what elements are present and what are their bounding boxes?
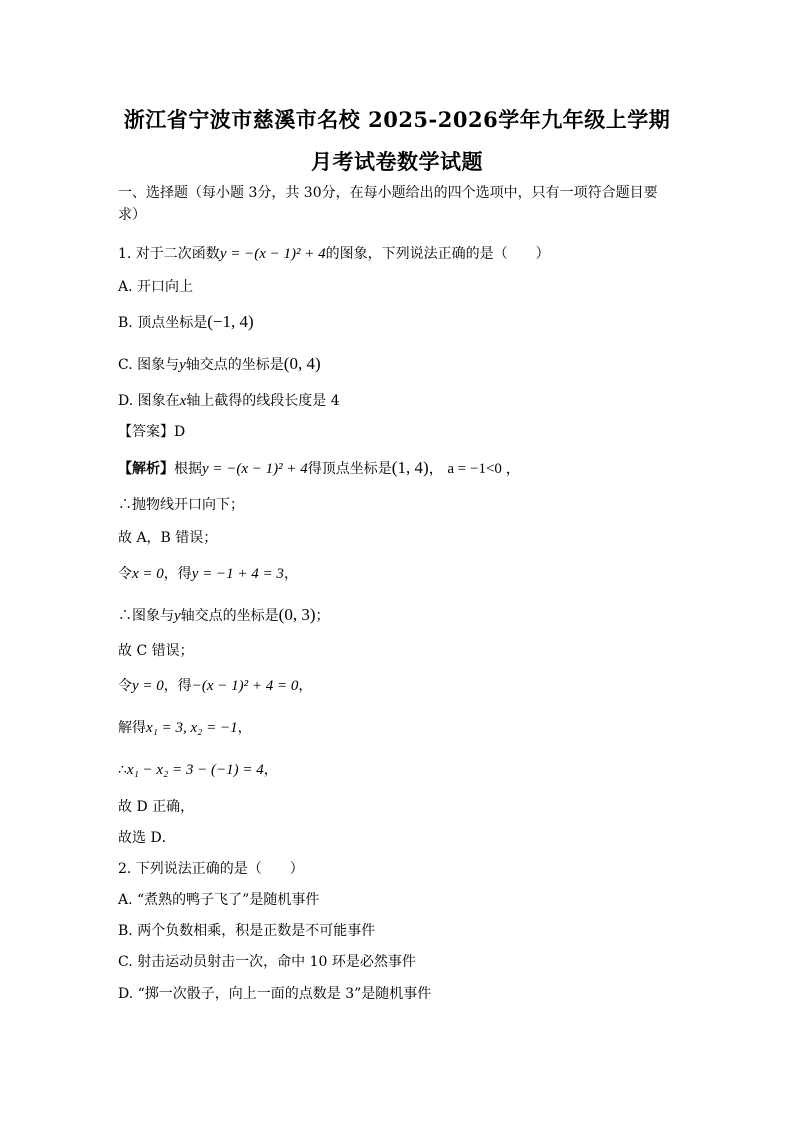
q2-option-b: B. 两个负数相乘，积是正数是不可能事件 <box>118 923 376 939</box>
q1-option-b <box>118 311 254 334</box>
q1-option-c <box>118 353 321 376</box>
analysis-7e: ， <box>298 678 313 694</box>
analysis-8a: 解得 <box>118 720 146 736</box>
q1-option-d <box>118 390 340 412</box>
q1-option-c-mid: 轴交点的坐标是 <box>185 357 284 373</box>
analysis-5e: ； <box>315 608 330 624</box>
q1-stem-suffix: 的图象，下列说法正确的是（ ） <box>325 246 550 262</box>
q1-analysis-3: 故 A，B 错误； <box>118 530 218 546</box>
q1-analysis-8 <box>118 717 252 739</box>
analysis-7a: 令 <box>118 678 132 694</box>
q1-stem-formula: y = −(x − 1)² + 4 <box>219 246 326 262</box>
q1-answer: 【答案】D <box>118 424 186 440</box>
analysis-9c: ， <box>263 762 278 778</box>
q1-analysis-2: ∴抛物线开口向下； <box>118 497 244 513</box>
q1-analysis-11: 故选 D． <box>118 830 176 846</box>
q1-option-c-value: (0, 4) <box>283 354 321 373</box>
analysis-8b: x₁ = 3, x₂ = −1 <box>146 720 238 736</box>
q1-option-a: A. 开口向上 <box>118 279 194 295</box>
analysis-9a: ∴ <box>118 762 127 778</box>
analysis-7c: ，得 <box>163 678 192 694</box>
q1-analysis-10: 故 D 正确， <box>118 799 195 815</box>
analysis-1c: 得顶点坐标是 <box>307 461 392 477</box>
analysis-5b: y <box>174 608 181 624</box>
q1-analysis-5 <box>118 604 330 627</box>
analysis-4c: ，得 <box>163 566 192 582</box>
analysis-1b: y = −(x − 1)² + 4 <box>202 461 308 477</box>
analysis-9b: x₁ − x₂ = 3 − (−1) = 4 <box>126 762 264 778</box>
analysis-5a: ∴图象与 <box>118 608 174 624</box>
q1-analysis-7 <box>118 675 312 697</box>
q1-option-c-prefix: C. 图象与 <box>118 357 180 373</box>
q1-option-b-value: (−1, 4) <box>207 312 254 331</box>
q1-analysis-9 <box>118 759 278 781</box>
q1-option-d-prefix: D. 图象在 <box>118 393 180 409</box>
q1-analysis-4 <box>118 563 298 585</box>
q1-option-d-var: x <box>179 393 187 409</box>
q2-stem: 2. 下列说法正确的是（ ） <box>118 861 304 877</box>
q1-option-b-prefix: B. 顶点坐标是 <box>118 315 208 331</box>
analysis-7d: −(x − 1)² + 4 = 0 <box>191 678 299 694</box>
q2-option-a: A. “煮熟的鸭子飞了”是随机事件 <box>118 892 320 908</box>
q1-option-d-suffix: 轴上截得的线段长度是 4 <box>186 393 340 409</box>
title-line-2: 月考试卷数学试题 <box>311 149 483 174</box>
q1-option-c-var: y <box>179 357 186 373</box>
analysis-5c: 轴交点的坐标是 <box>180 608 279 624</box>
analysis-4a: 令 <box>118 566 132 582</box>
analysis-5d: (0, 3) <box>278 605 316 624</box>
q1-analysis-6: 故 C 错误； <box>118 643 194 659</box>
analysis-1a: 根据 <box>174 461 202 477</box>
section-heading: 一、选择题（每小题 3分，共 30分，在每小题给出的四个选项中，只有一项符合题目要求） <box>118 185 658 223</box>
analysis-4b: x = 0 <box>132 566 164 582</box>
analysis-7b: y = 0 <box>132 678 164 694</box>
q1-analysis-1 <box>118 457 521 480</box>
q1-stem <box>118 243 550 265</box>
analysis-4d: y = −1 + 4 = 3 <box>191 566 284 582</box>
analysis-1e: ， a = −1<0 ， <box>428 461 521 477</box>
q2-option-d: D. “掷一次骰子，向上一面的点数是 3”是随机事件 <box>118 986 432 1002</box>
analysis-label: 【解析】 <box>118 461 174 477</box>
analysis-8c: ， <box>237 720 252 736</box>
q1-stem-prefix: 1. 对于二次函数 <box>118 246 220 262</box>
title-line-1: 浙江省宁波市慈溪市名校 2025-2026学年九年级上学期 <box>123 107 671 132</box>
analysis-1d: (1, 4) <box>391 458 429 477</box>
analysis-4e: ， <box>283 566 298 582</box>
q2-option-c: C. 射击运动员射击一次，命中 10 环是必然事件 <box>118 954 416 970</box>
